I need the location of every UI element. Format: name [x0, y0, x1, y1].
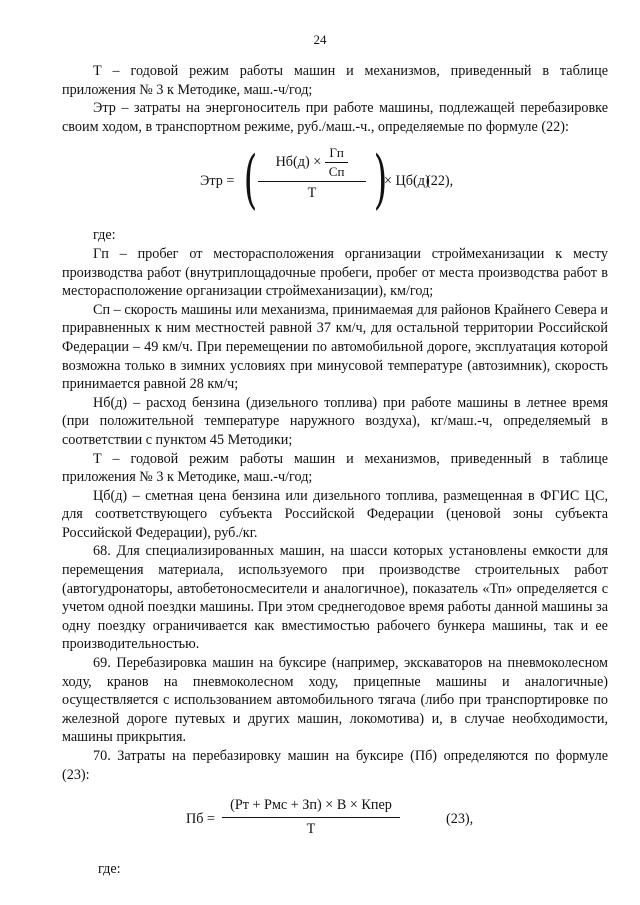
paragraph-68: 68. Для специализированных машин, на шасси которых установлены емкости для перемещения материала, используемого при производстве строительных работ (автогудронаторы, автобетоносмесители и аналогичное), показатель «Тп» определяется с учетом одной поездки машины. При этом среднегодовое время работы данной машины за одну поездку ограничивается как вместимостью рабочего бункера машины, так и ее производительностью. — [62, 543, 608, 653]
formula-23-denominator: Т — [222, 817, 400, 839]
formula-22 — [62, 144, 608, 222]
paragraph-gp: Гп – пробег от месторасположения организации строймеханизации к месту производства работ (внутриплощадочные пробеги, пробег от места производства работ в месторасположение организации строймеханизации), км/год; — [62, 245, 608, 300]
formula-23-lhs: Пб = — [186, 811, 216, 828]
paragraph-70: 70. Затраты на перебазировку машин на буксире (Пб) определяются по формуле (23): — [62, 748, 608, 783]
formula-22-times-price: × Цб(д) — [384, 173, 430, 190]
document-body — [62, 62, 608, 879]
paragraph-price: Цб(д) – сметная цена бензина или дизельного топлива, размещенная в ФГИС ЦС, для соответствующего субъекта Российской Федерации (ценовой зоны субъекта Российской Федерации), руб./кг. — [62, 487, 608, 541]
formula-22-right-paren: ) — [373, 143, 388, 218]
paragraph-sp: Сп – скорость машины или механизма, принимаемая для районов Крайнего Севера и приравненных к ним местностей равной 37 км/ч, для остальной территории Российской Федерации – 49 км/ч. При перемещении по автомобильной дороге, эксплуатация которой возможна только в зимних условиях при минусовой температуре (автозимник), скорость принимается равной 28 км/ч; — [62, 301, 608, 393]
page-number: 24 — [313, 32, 327, 47]
where-label-1: где: — [93, 227, 116, 244]
formula-22-fraction — [258, 146, 366, 203]
formula-22-lhs: Этр = — [200, 173, 235, 190]
formula-23-fraction — [222, 796, 400, 838]
where-label-2: где: — [98, 861, 121, 878]
formula-22-hb: Нб(д) × — [275, 154, 322, 171]
paragraph-t-definition: Т – годовой режим работы машин и механизмов, приведенный в таблице приложения № 3 к Методике, маш.-ч/год; — [62, 63, 608, 98]
formula-22-left-paren: ( — [243, 143, 258, 218]
formula-23 — [62, 792, 608, 854]
formula-22-c: Сп — [325, 162, 349, 179]
formula-23-number: (23), — [446, 811, 474, 828]
paragraph-nb: Нб(д) – расход бензина (дизельного топлива) при работе машины в летнее время (при положительной температуре наружного воздуха), кг/маш.-ч, определяемый в соответствии с пунктом 45 Методики; — [62, 394, 608, 448]
formula-23-numerator: (Рт + Рмс + Зп) × В × Кпер — [230, 797, 392, 814]
paragraph-t-repeat: Т – годовой режим работы машин и механизмов, приведенный в таблице приложения № 3 к Методике, маш.-ч/год; — [62, 450, 608, 486]
formula-22-number: (22), — [426, 173, 454, 190]
formula-22-denominator: Т — [258, 181, 366, 203]
paragraph-etr-definition: Этр – затраты на энергоноситель при работе машины, подлежащей перебазировке своим ходом, в транспортном режиме, руб./маш.-ч., определяемые по формуле (22): — [62, 100, 608, 135]
paragraph-69: 69. Перебазировка машин на буксире (например, экскаваторов на пневмоколесном ходу, кранов на пневмоколесном ходу, прицепные машины и аналогичные) осуществляется с использованием автомобильного тягача (либо при транспортировке по железной дороге путевых и других машин, локомотива) и, в случае необходимости, машины прикрытия. — [62, 655, 608, 746]
formula-22-g: Гп — [329, 145, 344, 161]
